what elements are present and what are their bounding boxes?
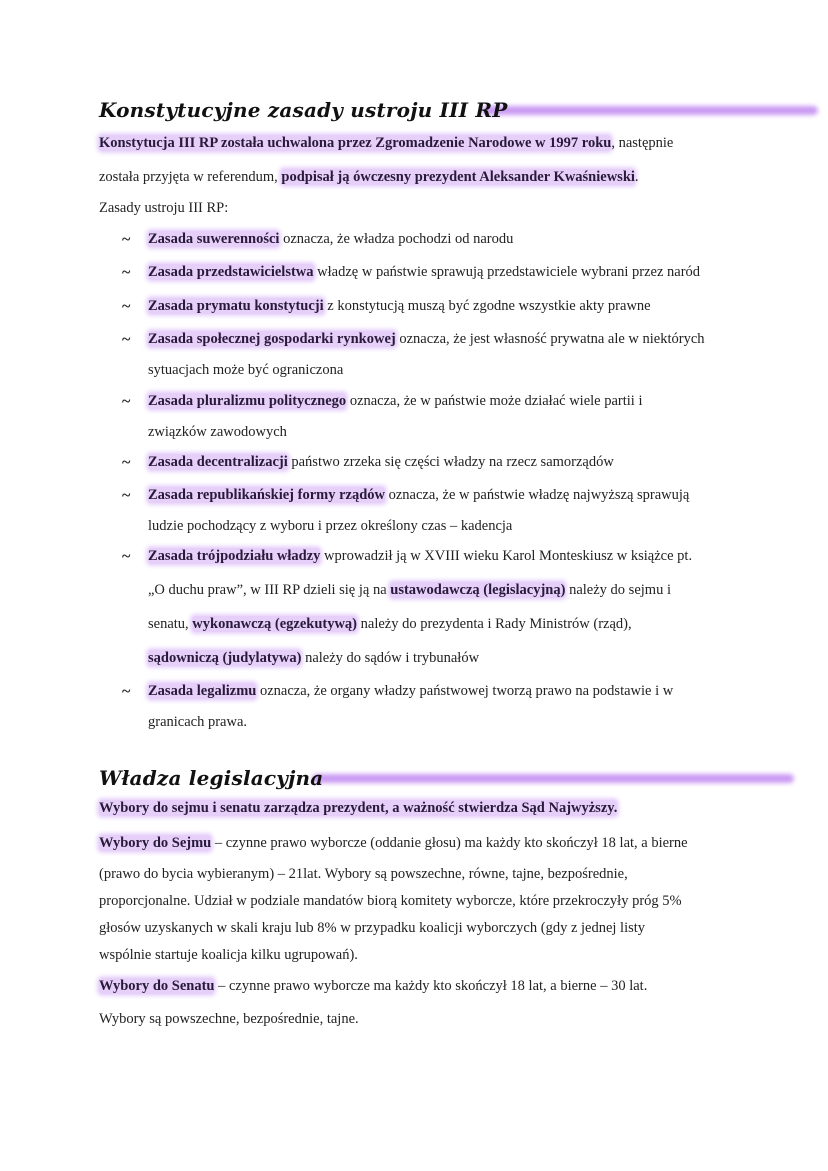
- intro-line: [99, 133, 673, 153]
- bullet: ~: [122, 683, 131, 700]
- highlight: Zasada republikańskiej formy rządów: [148, 487, 385, 503]
- list-title: Zasady ustroju III RP:: [99, 200, 229, 216]
- list-item: [148, 229, 513, 249]
- paragraph-line: Wybory są powszechne, bezpośrednie, tajne.: [99, 1011, 359, 1027]
- highlight: Zasada legalizmu: [148, 683, 257, 699]
- bullet: ~: [122, 264, 131, 281]
- intro-line: [99, 167, 639, 187]
- list-item: [148, 546, 692, 566]
- bullet: ~: [122, 331, 131, 348]
- heading-underline: [482, 106, 818, 115]
- highlight: wykonawczą (egzekutywą): [192, 616, 358, 632]
- text: oznacza, że jest własność prywatna ale w niektórych: [395, 331, 705, 347]
- bullet: ~: [122, 548, 131, 565]
- highlight: Zasada prymatu konstytucji: [148, 298, 324, 314]
- list-item-cont: [148, 614, 632, 634]
- highlight: Zasada pluralizmu politycznego: [148, 393, 347, 409]
- list-item-cont: związków zawodowych: [148, 424, 287, 440]
- bullet: ~: [122, 454, 131, 471]
- highlight: Zasada przedstawicielstwa: [148, 264, 314, 280]
- paragraph-line: [99, 833, 688, 853]
- highlight: Konstytucja III RP została uchwalona przez Zgromadzenie Narodowe w 1997 roku: [99, 135, 612, 151]
- text: wprowadził ją w XVIII wieku Karol Monteskiusz w książce pt.: [320, 548, 693, 564]
- highlight: Wybory do Sejmu: [99, 835, 212, 851]
- text: – czynne prawo wyborcze ma każdy kto skończył 18 lat, a bierne – 30 lat.: [214, 978, 648, 994]
- text: oznacza, że organy władzy państwowej tworzą prawo na podstawie i w: [256, 683, 674, 699]
- list-item: [148, 485, 689, 505]
- list-item-cont: sytuacjach może być ograniczona: [148, 362, 344, 378]
- text: z konstytucją muszą być zgodne wszystkie akty prawne: [323, 298, 651, 314]
- text: oznacza, że władza pochodzi od narodu: [279, 231, 514, 247]
- text: państwo zrzeka się części władzy na rzecz samorządów: [287, 454, 614, 470]
- text: „O duchu praw”, w III RP dzieli się ją na: [148, 582, 391, 598]
- highlight: Zasada społecznej gospodarki rynkowej: [148, 331, 396, 347]
- list-item-cont: [148, 580, 671, 600]
- paragraph-line: proporcjonalne. Udział w podziale mandatów biorą komitety wyborcze, które przekroczyły próg 5%: [99, 893, 682, 909]
- highlight: ustawodawczą (legislacyjną): [390, 582, 566, 598]
- bullet: ~: [122, 393, 131, 410]
- highlight: Wybory do sejmu i senatu zarządza prezydent, a ważność stwierdza Sąd Najwyższy.: [99, 800, 618, 816]
- heading-underline: [312, 774, 794, 783]
- list-item-cont: ludzie pochodzący z wyboru i przez określony czas – kadencja: [148, 518, 513, 534]
- list-item: [148, 452, 614, 472]
- highlight: Zasada decentralizacji: [148, 454, 288, 470]
- list-item: [148, 296, 651, 316]
- list-item-cont: granicach prawa.: [148, 714, 248, 730]
- text: została przyjęta w referendum,: [99, 169, 282, 185]
- paragraph-line: (prawo do bycia wybieranym) – 21lat. Wybory są powszechne, równe, tajne, bezpośrednie,: [99, 866, 628, 882]
- paragraph-line: [99, 976, 647, 996]
- section-heading: Władza legislacyjna: [99, 766, 324, 790]
- text: , następnie: [611, 135, 674, 151]
- text: – czynne prawo wyborcze (oddanie głosu) ma każdy kto skończył 18 lat, a bierne: [211, 835, 688, 851]
- highlight: Wybory do Senatu: [99, 978, 215, 994]
- text: należy do prezydenta i Rady Ministrów (rząd),: [357, 616, 632, 632]
- text: oznacza, że w państwie władzę najwyższą sprawują: [385, 487, 690, 503]
- list-item-cont: [148, 648, 479, 668]
- list-item: [148, 391, 642, 411]
- text: należy do sądów i trybunałów: [301, 650, 480, 666]
- highlight: sądowniczą (judylatywa): [148, 650, 302, 666]
- text: władzę w państwie sprawują przedstawiciele wybrani przez naród: [313, 264, 701, 280]
- text: należy do sejmu i: [565, 582, 671, 598]
- text: senatu,: [148, 616, 193, 632]
- list-item: [148, 329, 705, 349]
- list-item: [148, 681, 673, 701]
- highlight: podpisał ją ówczesny prezydent Aleksander Kwaśniewski: [281, 169, 635, 185]
- bullet: ~: [122, 231, 131, 248]
- intro-line: [99, 798, 617, 818]
- paragraph-line: wspólnie startuje koalicja kilku ugrupowań).: [99, 947, 358, 963]
- highlight: Zasada trójpodziału władzy: [148, 548, 321, 564]
- text: .: [634, 169, 639, 185]
- list-item: [148, 262, 700, 282]
- paragraph-line: głosów uzyskanych w skali kraju lub 8% w przypadku koalicji wyborczych (gdy z jednej listy: [99, 920, 646, 936]
- bullet: ~: [122, 298, 131, 315]
- text: oznacza, że w państwie może działać wiele partii i: [346, 393, 643, 409]
- bullet: ~: [122, 487, 131, 504]
- section-heading: Konstytucyjne zasady ustroju III RP: [99, 98, 508, 122]
- highlight: Zasada suwerenności: [148, 231, 280, 247]
